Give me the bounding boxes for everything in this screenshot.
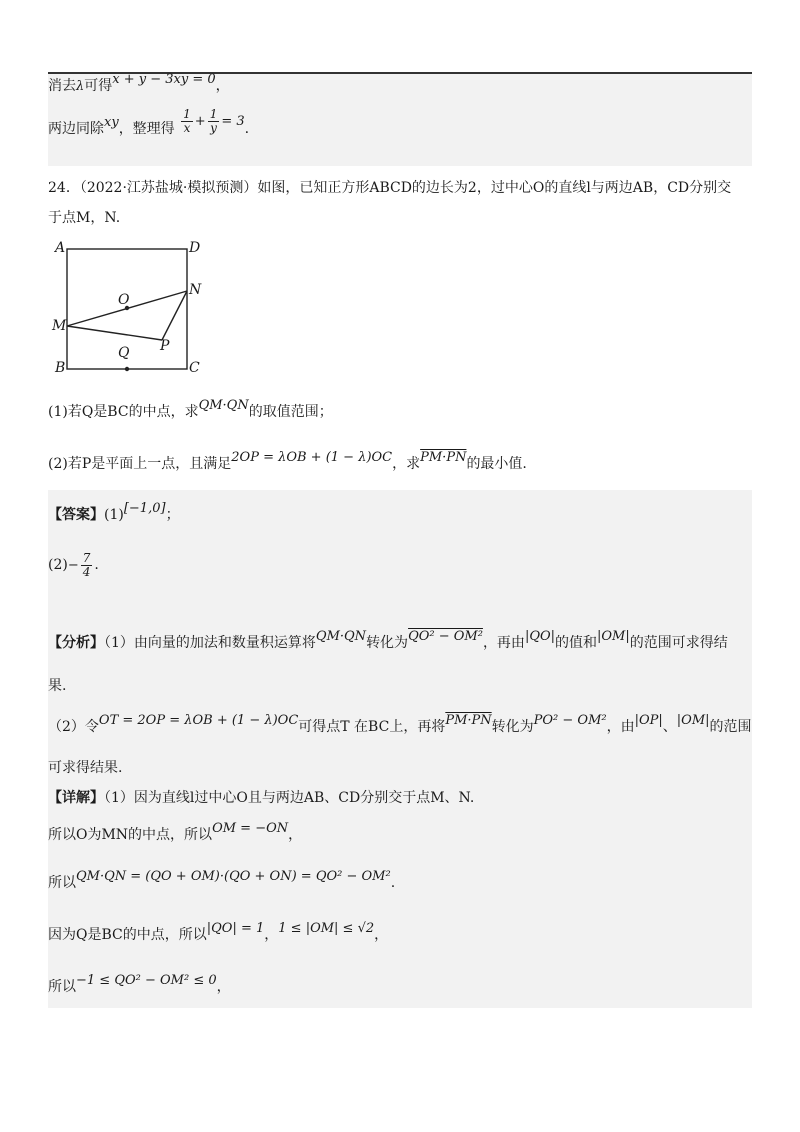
detail-line-2: 所以O为MN的中点，所以OM = −ON， — [48, 821, 303, 843]
detail-line-1: 【详解】（1）因为直线l过中心O且与两边AB、CD分别交于点M、N. — [48, 790, 475, 806]
analysis-line-1: 【分析】（1）由向量的加法和数量积运算将QM·QN转化为QO² − OM²，再由|QO|的值和|OM|的范围可求得结 — [48, 629, 728, 651]
answer-line-2: (2)− $\frac{7}{4}$ . — [48, 550, 99, 579]
analysis-line-2-cont: 可求得结果. — [48, 760, 123, 776]
answer-interval: [−1,0] — [123, 501, 166, 516]
vector-qm-qn: QM·QN — [198, 398, 249, 413]
label-q: Q — [118, 345, 130, 361]
detail-line-5: 所以−1 ≤ QO² − OM² ≤ 0， — [48, 973, 231, 995]
label-b: B — [55, 360, 66, 376]
analysis-line-2: （2）令OT = 2OP = λOB + (1 − λ)OC可得点T 在BC上，再将PM·PN转化为PO² − OM²，由|OP|、|OM|的范围 — [48, 713, 752, 735]
point-q-dot — [125, 367, 129, 371]
square-figure — [40, 238, 220, 378]
prev-solution-line-1: 消去λ可得x + y − 3xy = 0， — [48, 72, 230, 94]
vector-condition: 2OP = λOB + (1 − λ)OC — [231, 450, 393, 465]
label-m: M — [52, 318, 67, 334]
equation-x-y: x + y − 3xy = 0 — [112, 72, 216, 87]
detail-line-4: 因为Q是BC的中点，所以|QO| = 1，1 ≤ |OM| ≤ √2， — [48, 921, 389, 943]
segment-pn — [162, 291, 187, 340]
label-d: D — [189, 240, 201, 256]
label-p: P — [160, 338, 170, 354]
problem-line-1: 24．（2022·江苏盐城·模拟预测）如图，已知正方形ABCD的边长为2，过中心O的直线l与两边AB，CD分别交 — [48, 180, 732, 196]
question-1: (1)若Q是BC的中点，求QM·QN的取值范围； — [48, 398, 333, 420]
label-o: O — [118, 292, 130, 308]
fraction-1-over-y: $\frac{1}{y}$ — [209, 106, 218, 135]
label-a: A — [55, 240, 66, 256]
vector-pm-pn: PM·PN — [420, 450, 467, 465]
detail-line-3: 所以QM·QN = (QO + OM)·(QO + ON) = QO² − OM². — [48, 869, 396, 891]
segment-mp — [67, 326, 162, 340]
question-2: (2)若P是平面上一点，且满足2OP = λOB + (1 − λ)OC，求PM·PN的最小值. — [48, 450, 527, 472]
label-c: C — [189, 360, 200, 376]
analysis-line-1-cont: 果. — [48, 678, 67, 694]
answer-line-1: 【答案】(1)[−1,0]； — [48, 501, 180, 523]
fraction-7-over-4: $\frac{7}{4}$ — [82, 550, 91, 579]
label-n: N — [189, 282, 202, 298]
fraction-1-over-x: $\frac{1}{x}$ — [183, 106, 191, 135]
prev-solution-line-2: 两边同除xy，整理得 $\frac{1}{x}$ + $\frac{1}{y}$ = 3. — [48, 106, 250, 137]
problem-line-2: 于点M，N. — [48, 210, 121, 226]
